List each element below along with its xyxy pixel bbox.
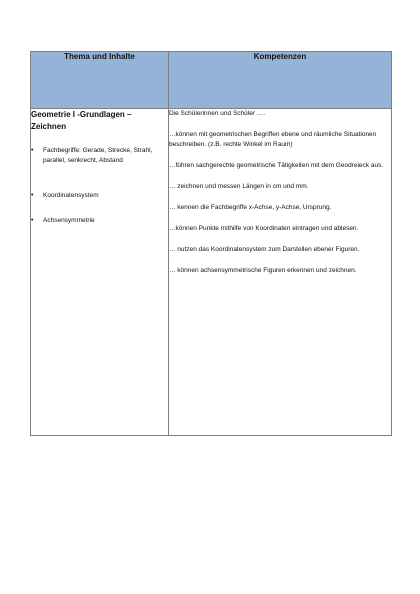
competence-item: …können mit geometrischen Begriffen ebene und räumliche Situationen beschreiben. (z.B. rechte Winkel im Raum) bbox=[169, 131, 377, 148]
table-row bbox=[31, 109, 392, 436]
list-item bbox=[31, 191, 168, 201]
competence-item: … zeichnen und messen Längen in cm und mm. bbox=[169, 183, 309, 190]
bullet-icon: • bbox=[31, 192, 34, 199]
topic-item-text: Fachbegriffe: Gerade, Strecke, Strahl, parallel, senkrecht, Abstand bbox=[43, 147, 153, 164]
header-competences: Kompetenzen bbox=[169, 52, 392, 109]
list-item bbox=[31, 146, 168, 166]
competence-item: … können achsensymmetrische Figuren erkennen und zeichnen. bbox=[169, 267, 357, 274]
bullet-icon: • bbox=[31, 217, 34, 224]
table-header-row bbox=[31, 52, 392, 109]
curriculum-table bbox=[30, 51, 392, 436]
competence-item: … kennen die Fachbegriffe x-Achse, y-Achse, Ursprung. bbox=[169, 204, 332, 211]
bullet-icon: • bbox=[31, 147, 34, 154]
competence-item: … nutzen das Koordinatensystem zum Darstellen ebener Figuren. bbox=[169, 246, 360, 253]
topic-title: Geometrie I -Grundlagen – Zeichnen bbox=[31, 110, 132, 131]
competence-item: …können Punkte mithilfe von Koordinaten eintragen und ablesen. bbox=[169, 225, 359, 232]
competence-item: …führen sachgerechte geometrische Tätigkeiten mit dem Geodreieck aus. bbox=[169, 162, 384, 169]
header-topics: Thema und Inhalte bbox=[31, 52, 169, 109]
competences-intro: Die Schülerinnen und Schüler …. bbox=[169, 110, 266, 117]
list-item bbox=[31, 216, 168, 226]
competences-cell bbox=[169, 109, 392, 436]
topics-cell bbox=[31, 109, 169, 436]
topic-item-text: Koordinatensystem bbox=[43, 192, 99, 199]
topic-item-text: Achsensymmetrie bbox=[43, 217, 95, 224]
topic-list bbox=[31, 146, 168, 226]
